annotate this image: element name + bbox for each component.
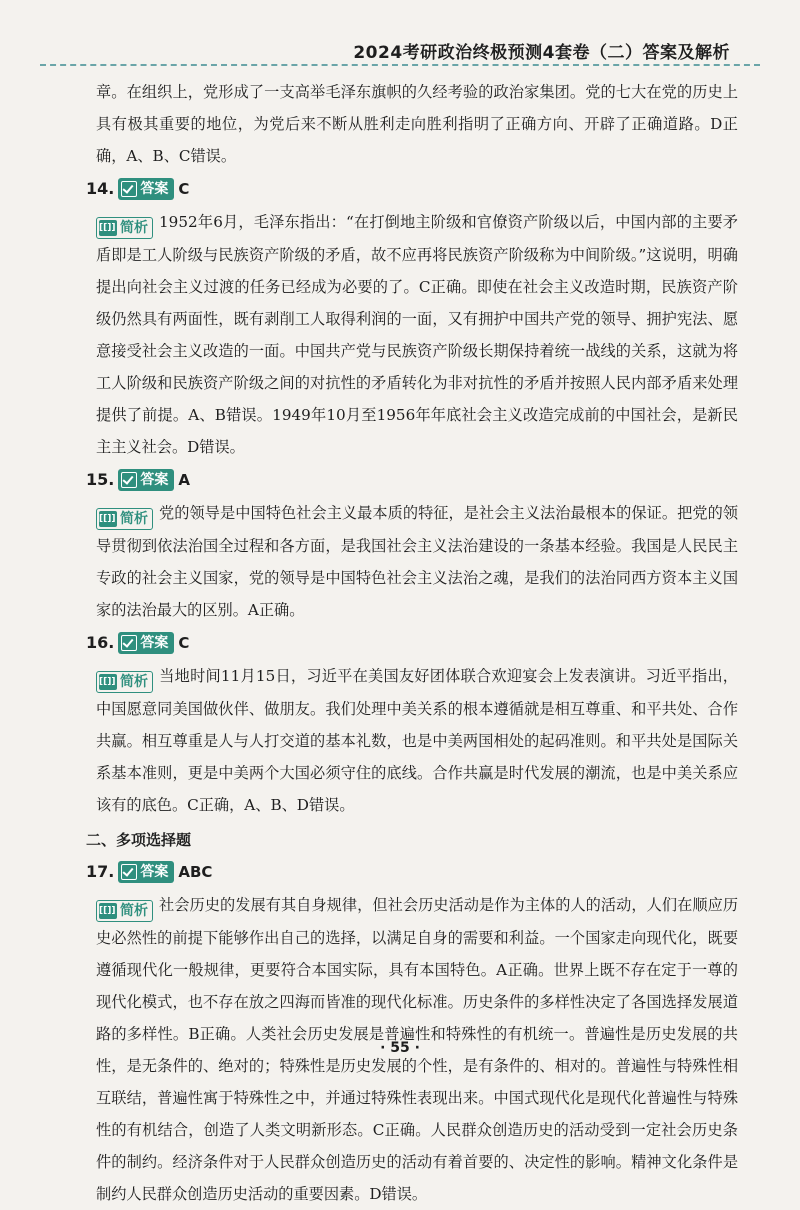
analysis-badge — [96, 671, 153, 693]
page-number: · 55 · — [380, 1040, 420, 1056]
analysis-badge — [96, 900, 153, 922]
analysis-label: 简析 — [120, 903, 148, 919]
question-number: 17. — [86, 862, 115, 881]
analysis-badge — [96, 508, 153, 530]
answer-badge — [118, 632, 174, 654]
answer-badge — [118, 469, 174, 491]
analysis-text: 社会历史的发展有其自身规律，但社会历史活动是作为主体的人的活动，人们在顺应历史必然性的前提下能够作出自己的选择，以满足自身的需要和利益。一个国家走向现代化，既要遵循现代化一般规律，更要符合本国实际，具有本国特色。A正确。世界上既不存在定于一尊的现代化模式，也不存在放之四海而皆准的现代化标准。历史条件的多样性决定了各国选择发展道路的多样性。B正确。人类社会历史发展是普遍性和特殊性的有机统一。普遍性是历史发展的共性，是无条件的、绝对的；特殊性是历史发展的个性，是有条件的、相对的。普遍性与特殊性相互联结，普遍性寓于特殊性之中，并通过特殊性表现出来。中国式现代化是现代化普遍性与特殊性的有机结合，创造了人类文明新形态。C正确。人民群众创造历史的活动受到一定社会历史条件的制约。经济条件对于人民群众创造历史的活动有着首要的、决定性的影响。精神文化条件是制约人民群众创造历史活动的重要因素。D错误。 — [96, 896, 738, 1203]
answer-label: 答案 — [140, 181, 169, 197]
bracket-icon: [[]] — [99, 674, 117, 690]
bracket-icon: [[]] — [99, 220, 117, 236]
analysis-text: 1952年6月，毛泽东指出：“在打倒地主阶级和官僚资产阶级以后，中国内部的主要矛盾即是工人阶级与民族资产阶级的矛盾，故不应再将民族资产阶级称为中间阶级。”这说明，明确提出向社会主义过渡的任务已经成为必要的了。C正确。即使在社会主义改造时期，民族资产阶级仍然具有两面性，既有剥削工人取得利润的一面，又有拥护中国共产党的领导、拥护宪法、愿意接受社会主义改造的一面。中国共产党与民族资产阶级长期保持着统一战线的关系，这就为将工人阶级和民族资产阶级之间的对抗性的矛盾转化为非对抗性的矛盾并按照人民内部矛盾来处理提供了前提。A、B错误。1949年10月至1956年年底社会主义改造完成前的中国社会，是新民主主义社会。D错误。 — [96, 213, 738, 456]
question-number: 14. — [86, 179, 115, 198]
analysis-paragraph — [96, 206, 738, 463]
header-title: 2024考研政治终极预测4套卷（二）答案及解析 — [353, 43, 730, 63]
question-block — [86, 855, 738, 1210]
check-icon — [121, 181, 137, 197]
question-block — [86, 463, 738, 626]
answer-line — [86, 463, 738, 497]
analysis-badge — [96, 217, 153, 239]
page-header — [40, 30, 760, 66]
answer-badge — [118, 861, 174, 883]
answer-value: ABC — [178, 863, 213, 881]
question-list-single — [86, 172, 738, 821]
question-number: 15. — [86, 470, 115, 489]
analysis-label: 简析 — [120, 674, 148, 690]
section-title: 二、多项选择题 — [86, 831, 192, 849]
answer-line — [86, 172, 738, 206]
analysis-paragraph — [96, 660, 738, 821]
bracket-icon: [[]] — [99, 903, 117, 919]
analysis-label: 简析 — [120, 511, 148, 527]
intro-paragraph: 章。在组织上，党形成了一支高举毛泽东旗帜的久经考验的政治家集团。党的七大在党的历史上具有极其重要的地位，为党后来不断从胜利走向胜利指明了正确方向、开辟了正确道路。D正确，A、B、C错误。 — [96, 83, 738, 165]
analysis-text: 党的领导是中国特色社会主义最本质的特征，是社会主义法治最根本的保证。把党的领导贯彻到依法治国全过程和各方面，是我国社会主义法治建设的一条基本经验。我国是人民民主专政的社会主义国家，党的领导是中国特色社会主义法治之魂，是我们的法治同西方资本主义国家的法治最大的区别。A正确。 — [96, 504, 738, 619]
question-block — [86, 172, 738, 463]
check-icon — [121, 472, 137, 488]
answer-value: C — [178, 180, 190, 198]
answer-label: 答案 — [140, 635, 169, 651]
question-number: 16. — [86, 633, 115, 652]
answer-value: C — [178, 634, 190, 652]
answer-value: A — [178, 471, 190, 489]
answer-badge — [118, 178, 174, 200]
answer-label: 答案 — [140, 472, 169, 488]
bracket-icon: [[]] — [99, 511, 117, 527]
check-icon — [121, 635, 137, 651]
question-block — [86, 626, 738, 821]
answer-label: 答案 — [140, 864, 169, 880]
analysis-label: 简析 — [120, 220, 148, 236]
check-icon — [121, 864, 137, 880]
question-list-multiple — [86, 855, 738, 1210]
answer-line — [86, 855, 738, 889]
analysis-paragraph — [96, 497, 738, 626]
analysis-text: 当地时间11月15日，习近平在美国友好团体联合欢迎宴会上发表演讲。习近平指出，中国愿意同美国做伙伴、做朋友。我们处理中美关系的根本遵循就是相互尊重、和平共处、合作共赢。相互尊重是人与人打交道的基本礼数，也是中美两国相处的起码准则。和平共处是国际关系基本准则，更是中美两个大国必须守住的底线。合作共赢是时代发展的潮流，也是中美关系应该有的底色。C正确，A、B、D错误。 — [96, 667, 738, 814]
answer-line — [86, 626, 738, 660]
